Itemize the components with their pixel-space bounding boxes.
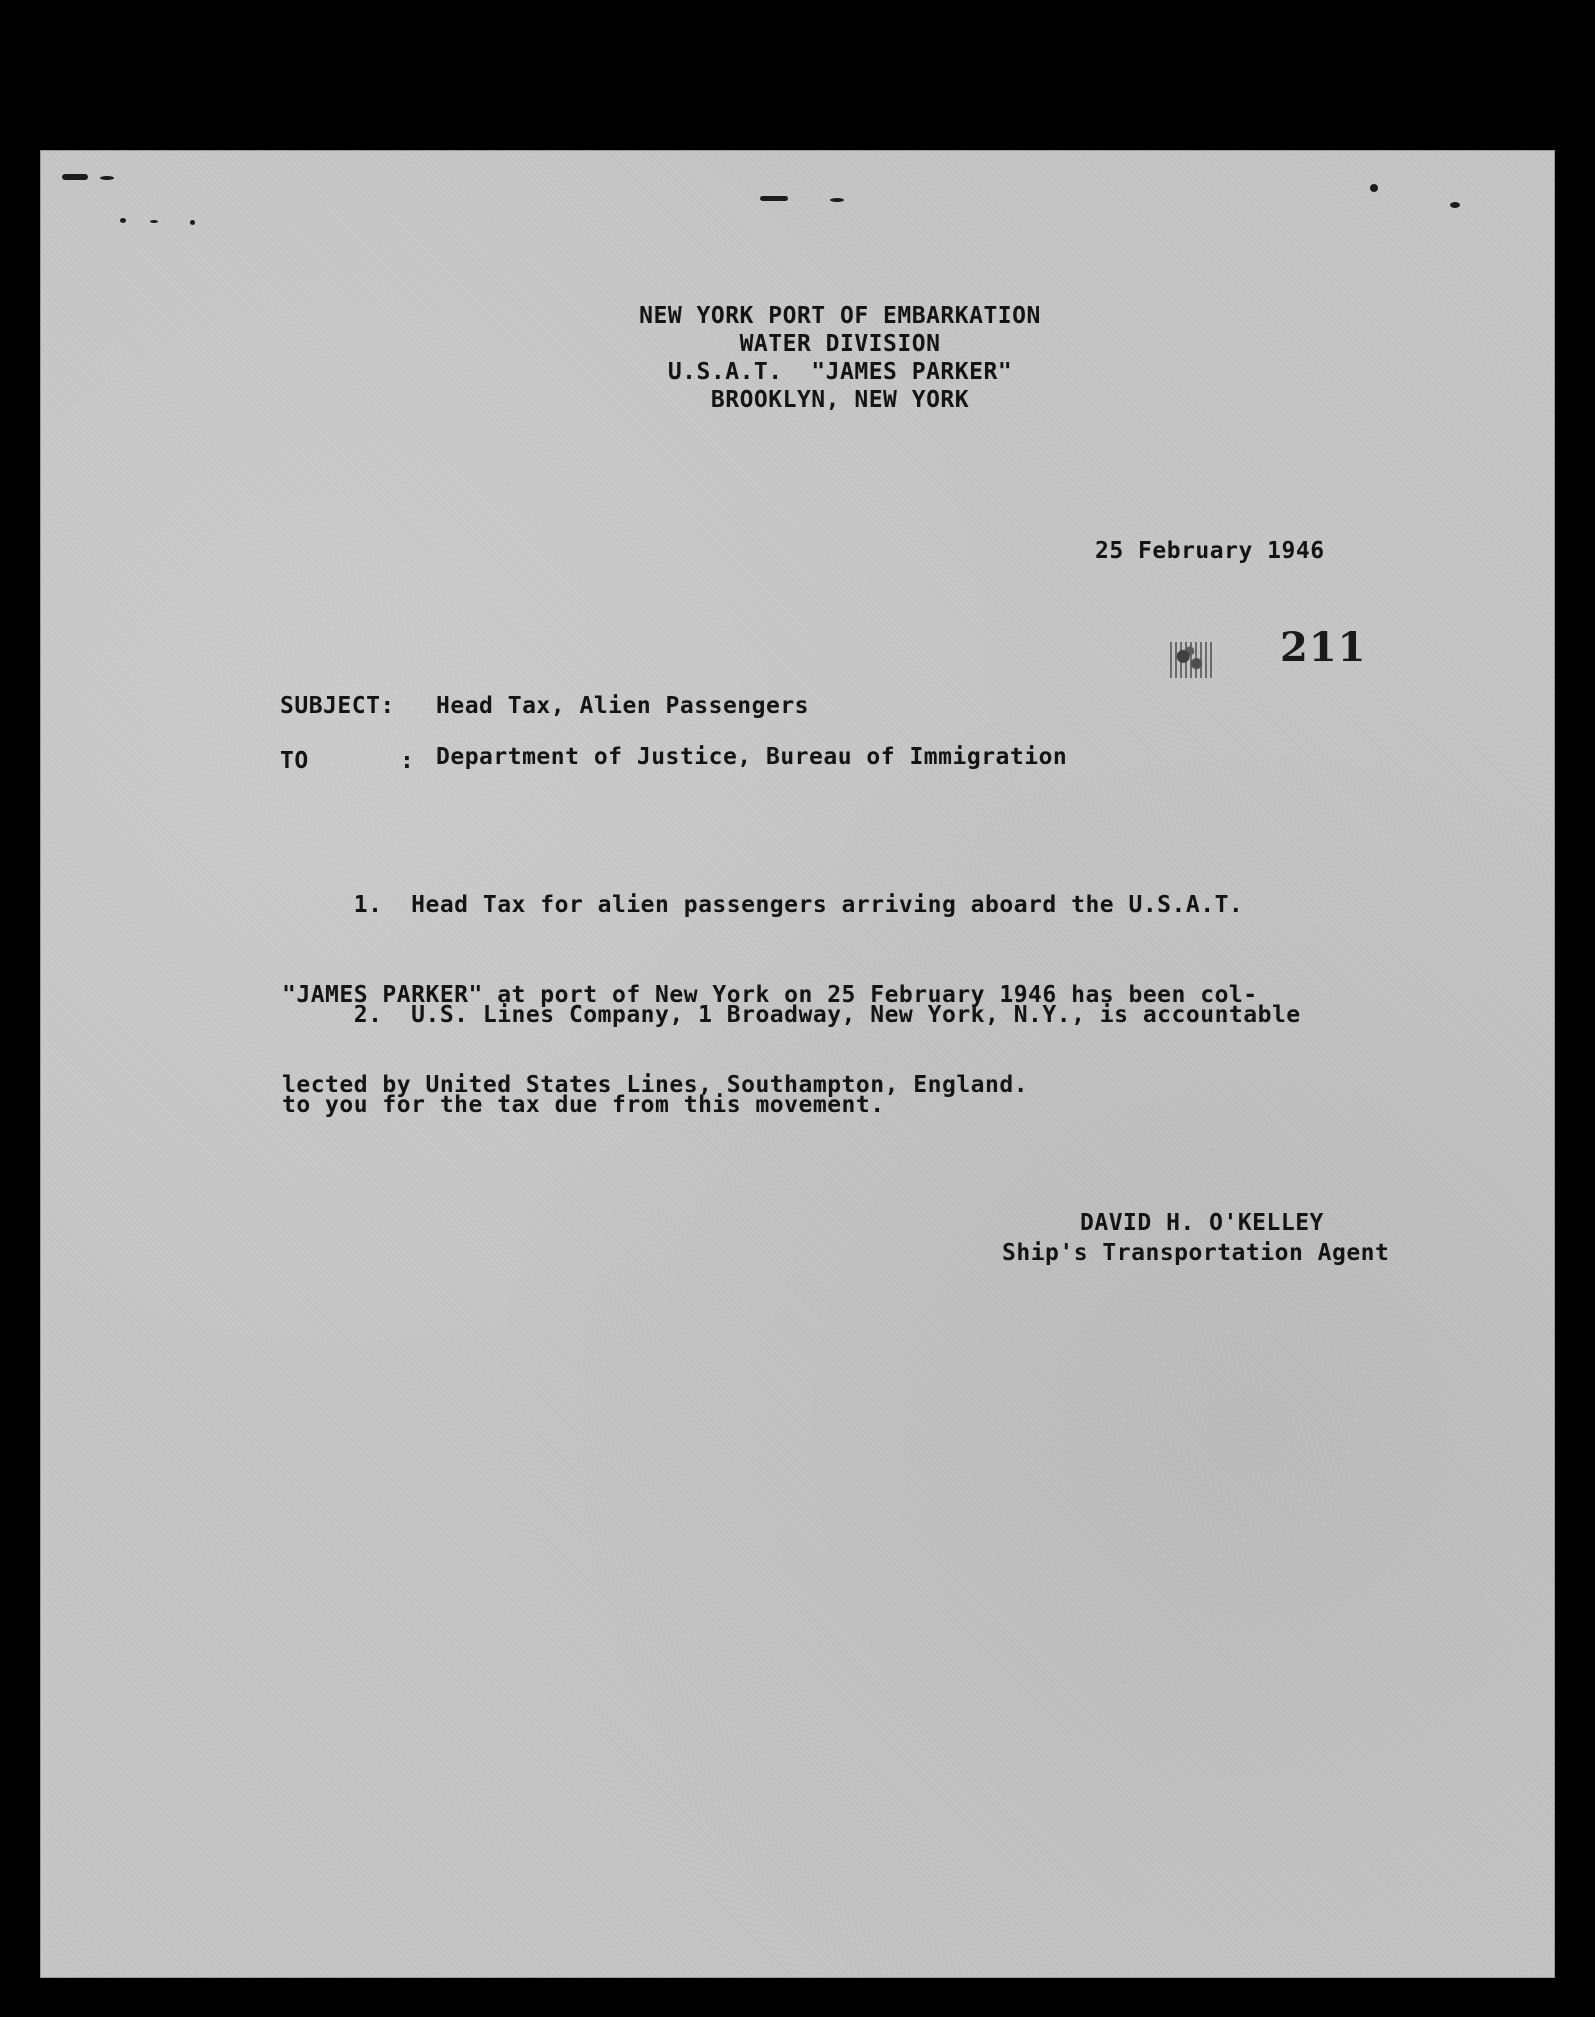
letterhead-line: WATER DIVISION [739, 331, 941, 357]
to-value: Department of Justice, Bureau of Immigration [436, 744, 1068, 770]
letterhead-line: U.S.A.T. "JAMES PARKER" [667, 359, 1013, 385]
letter-date: 25 February 1946 [1095, 538, 1325, 564]
paragraph-line: 1. Head Tax for alien passengers arriving aboard the U.S.A.T. [282, 892, 1244, 918]
paper-speck [1450, 202, 1460, 208]
paper-speck [190, 220, 195, 225]
paper-speck [100, 176, 114, 180]
paper-speck [760, 196, 788, 201]
letterhead-line: NEW YORK PORT OF EMBARKATION [639, 303, 1041, 329]
paragraph-2 [282, 940, 1301, 1180]
paper-speck [1370, 184, 1378, 192]
stamp-mark [1170, 642, 1214, 678]
subject-value: Head Tax, Alien Passengers [436, 693, 810, 719]
paper-speck [120, 218, 126, 223]
letterhead-line: BROOKLYN, NEW YORK [710, 387, 970, 413]
paragraph-line: "JAMES PARKER" at port of New York on 25 February 1946 has been col- [282, 982, 1258, 1008]
paper-speck [150, 220, 158, 223]
document-page [40, 150, 1555, 1978]
paragraph-line: 2. U.S. Lines Company, 1 Broadway, New York, N.Y., is accountable [282, 1002, 1301, 1028]
letterhead [560, 302, 1120, 414]
file-number: 211 [1280, 624, 1367, 671]
paper-speck [62, 174, 88, 180]
paragraph-line: to you for the tax due from this movement. [282, 1092, 885, 1118]
subject-label: SUBJECT: [280, 693, 395, 719]
paragraph-line: lected by United States Lines, Southampton, England. [282, 1072, 1029, 1098]
signature-name: DAVID H. O'KELLEY [1080, 1210, 1324, 1236]
to-label: TO [280, 748, 309, 774]
signature-title: Ship's Transportation Agent [1002, 1240, 1390, 1266]
paper-speck [830, 198, 844, 202]
to-separator: : [400, 748, 415, 774]
